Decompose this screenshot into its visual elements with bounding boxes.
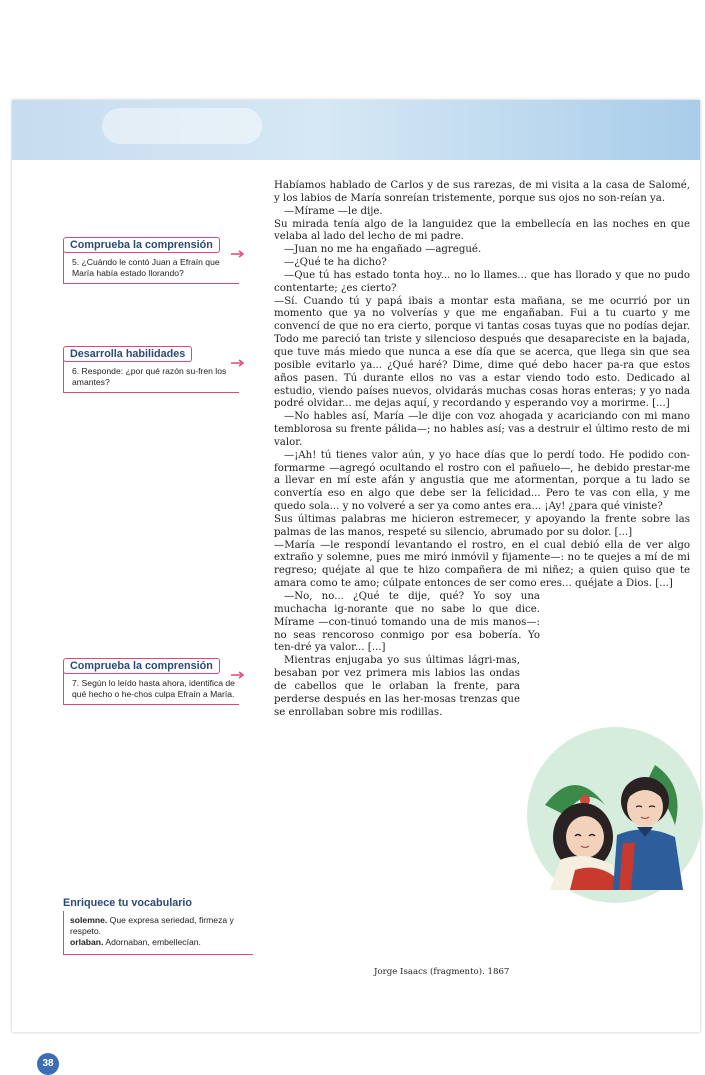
question-text: 5. ¿Cuándo le contó Juan a Efraín que María había estado llorando?	[72, 257, 220, 278]
question-text: 7. Según lo leído hasta ahora, identifica de qué hecho o he-chos culpa Efraín a María.	[72, 678, 235, 699]
paragraph: —No hables así, María —le dije con voz ahogada y acariciando con mi mano temblorosa su frente pálida—; no hables así; vas a destruir el último resto de mi valor.	[274, 411, 690, 448]
page-number: 38	[37, 1053, 59, 1075]
box-title: Comprueba la comprensión	[63, 237, 220, 253]
paragraph: —Que tú has estado tonta hoy... no lo llames... que has llorado y que no pudo contentarte; ¿es cierto?	[274, 269, 690, 294]
top-banner	[12, 100, 700, 160]
story-text	[274, 180, 690, 719]
paragraph: —Juan no me ha engañado —agregué.	[284, 244, 482, 256]
paragraph: —¡Ah! tú tienes valor aún, y yo hace días que lo perdí todo. He podido con-formarme —agregó ocultando el rostro con el pañuelo—, he debido prestar-me a llevar en mí este afán y angustia que me atormentan, porque a tu lado se convertía eso en algo que debe ser la felicidad... Pero te vas con ella, y me quedo sola... y no volveré a ser ya como antes era... ¡Ay! ¿para qué viniste?	[274, 449, 690, 513]
couple-illustration	[505, 725, 705, 890]
arrow-icon	[231, 358, 245, 368]
arrow-icon	[231, 249, 245, 259]
paragraph: Su mirada tenía algo de la languidez que la embellecía en las noches en que velaba al lado del lecho de mi padre.	[274, 218, 690, 243]
paragraph: Mientras enjugaba yo sus últimas lágri-mas, besaban por vez primera mis labios las ondas de cabellos que le orlaban la frente, para perderse después en las her-mosas trenzas que se enrollaban sobre mis rodillas.	[274, 655, 520, 718]
paragraph: Sus últimas palabras me hicieron estremecer, y apoyando la frente sobre las palmas de las manos, respeté su silencio, abrumado por su dolor. [...]	[274, 513, 690, 538]
vocab-word: orlaban.	[70, 937, 104, 947]
paragraph: —María —le respondí levantando el rostro, en el cual debió ella de ver algo extraño y solemne, pues me miró inmóvil y fijamente—: no te quejes a mí de mi regreso; quéjate al que te hizo compañera de mi niñez; a quien quiso que te amara como te amo; cúlpate entonces de ser como eres... quéjate a Dios. [...]	[274, 539, 690, 590]
arrow-icon	[231, 670, 245, 680]
vocab-definition: Adornaban, embellecían.	[105, 937, 201, 947]
habilidades-box	[63, 344, 239, 393]
question-text: 6. Responde: ¿por qué razón su-fren los amantes?	[72, 366, 227, 387]
vocab-word: solemne.	[70, 915, 108, 925]
paragraph: —¿Qué te ha dicho?	[284, 257, 387, 269]
vocab-definition: Que expresa seriedad, firmeza y respeto.	[70, 915, 234, 936]
vocab-entry	[70, 937, 249, 948]
vocabulary-box	[63, 897, 253, 955]
vocabulary-list	[63, 911, 253, 955]
comprension-box-2	[63, 656, 239, 705]
vocabulary-title: Enriquece tu vocabulario	[63, 897, 192, 909]
paragraph: —Sí. Cuando tú y papá ibais a montar esta mañana, se me ocurrió por un momento que ya no volverías y que me engañaban. Fui a tu cuarto y me convencí de que no era cierto, porque vi tantas cosas tuyas que no podías dejar. Todo me pareció tan triste y silencioso después que desapareciste en la bajada, que tuve más miedo que nunca a ese día que se acerca, que llega sin que sea posible evitarlo ya... ¿Qué haré? Dime, dime qué debo hacer pa-ra que estos años pasen. Tú durante ellos no vas a estar viendo todo esto. Dedicado al estudio, viendo países nuevos, olvidarás muchas cosas horas enteras; y yo nada podré olvidar... me dejas aquí, y recordando y esperando voy a morirme. [...]	[274, 295, 690, 410]
box-title: Desarrolla habilidades	[63, 346, 192, 362]
comprension-box-1	[63, 235, 239, 284]
box-title: Comprueba la comprensión	[63, 658, 220, 674]
paragraph: —No, no... ¿Qué te dije, qué? Yo soy una muchacha ig-norante que no sabe lo que dice. Mírame —con-tinuó tomando una de mis manos—: no seas rencoroso conmigo por esa bobería. Yo ten-dré ya valor... [...]	[274, 591, 540, 654]
vocab-entry	[70, 915, 249, 937]
source-citation: Jorge Isaacs (fragmento). 1867	[374, 967, 510, 977]
cloud-decoration	[102, 108, 262, 144]
paragraph: —Mírame —le dije.	[284, 205, 383, 217]
woman-face	[566, 816, 604, 858]
paragraph: Habíamos hablado de Carlos y de sus rarezas, de mi visita a la casa de Salomé, y los labios de María sonreían tristemente, porque sus ojos no son-reían ya.	[274, 180, 690, 204]
